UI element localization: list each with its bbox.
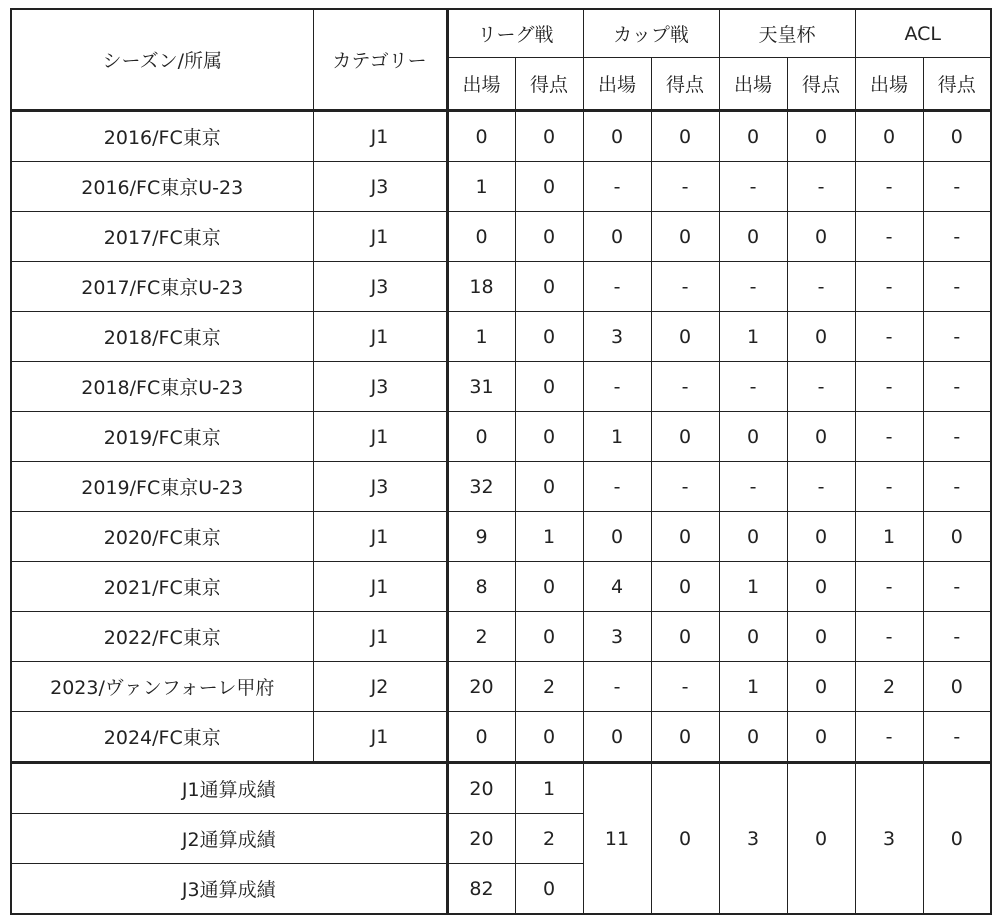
header-league: リーグ戦	[447, 9, 583, 58]
cup-apps-cell: -	[583, 662, 651, 712]
emperor-apps-cell: 0	[719, 212, 787, 262]
season-cell: 2018/FC東京	[11, 312, 313, 362]
total-acl-goals: 0	[923, 763, 991, 915]
acl-apps-cell: 0	[855, 111, 923, 162]
acl-goals-cell: -	[923, 412, 991, 462]
league-goals-cell: 0	[515, 462, 583, 512]
season-cell: 2017/FC東京	[11, 212, 313, 262]
category-cell: J3	[313, 462, 447, 512]
league-apps-cell: 0	[447, 111, 515, 162]
total-acl-apps: 3	[855, 763, 923, 915]
table-row	[11, 462, 991, 512]
league-goals-cell: 0	[515, 162, 583, 212]
emperor-goals-cell: 0	[787, 412, 855, 462]
table-row	[11, 412, 991, 462]
league-goals-cell: 0	[515, 111, 583, 162]
acl-goals-cell: -	[923, 362, 991, 412]
category-cell: J1	[313, 212, 447, 262]
header-emperor-apps: 出場	[719, 58, 787, 111]
header-cup-apps: 出場	[583, 58, 651, 111]
acl-apps-cell: -	[855, 412, 923, 462]
season-cell: 2017/FC東京U-23	[11, 262, 313, 312]
category-cell: J2	[313, 662, 447, 712]
total-goals-j2: 2	[515, 814, 583, 864]
header-season: シーズン/所属	[11, 9, 313, 111]
season-rows	[11, 111, 991, 763]
total-apps-j1: 20	[447, 763, 515, 814]
league-apps-cell: 2	[447, 612, 515, 662]
header-cup: カップ戦	[583, 9, 719, 58]
total-label-j2: J2通算成績	[11, 814, 447, 864]
category-cell: J1	[313, 312, 447, 362]
totals-rows	[11, 763, 991, 915]
season-cell: 2016/FC東京U-23	[11, 162, 313, 212]
emperor-goals-cell: 0	[787, 212, 855, 262]
league-apps-cell: 0	[447, 212, 515, 262]
table-row	[11, 212, 991, 262]
league-apps-cell: 20	[447, 662, 515, 712]
emperor-goals-cell: -	[787, 162, 855, 212]
league-goals-cell: 2	[515, 662, 583, 712]
cup-goals-cell: 0	[651, 111, 719, 162]
total-apps-j2: 20	[447, 814, 515, 864]
table-row	[11, 362, 991, 412]
total-goals-j3: 0	[515, 864, 583, 915]
cup-goals-cell: 0	[651, 712, 719, 763]
cup-apps-cell: -	[583, 462, 651, 512]
cup-apps-cell: -	[583, 362, 651, 412]
emperor-apps-cell: 1	[719, 662, 787, 712]
table-row	[11, 562, 991, 612]
league-goals-cell: 0	[515, 262, 583, 312]
emperor-goals-cell: -	[787, 362, 855, 412]
cup-goals-cell: -	[651, 162, 719, 212]
category-cell: J1	[313, 562, 447, 612]
cup-goals-cell: 0	[651, 212, 719, 262]
header-category: カテゴリー	[313, 9, 447, 111]
emperor-apps-cell: 0	[719, 111, 787, 162]
season-cell: 2021/FC東京	[11, 562, 313, 612]
cup-apps-cell: 3	[583, 312, 651, 362]
header-acl-apps: 出場	[855, 58, 923, 111]
cup-apps-cell: 0	[583, 212, 651, 262]
acl-goals-cell: -	[923, 212, 991, 262]
league-goals-cell: 0	[515, 362, 583, 412]
category-cell: J3	[313, 162, 447, 212]
emperor-goals-cell: 0	[787, 662, 855, 712]
emperor-apps-cell: 0	[719, 612, 787, 662]
cup-apps-cell: -	[583, 262, 651, 312]
stats-table	[10, 8, 992, 915]
season-cell: 2019/FC東京	[11, 412, 313, 462]
league-goals-cell: 0	[515, 212, 583, 262]
total-goals-j1: 1	[515, 763, 583, 814]
emperor-apps-cell: 0	[719, 412, 787, 462]
emperor-goals-cell: 0	[787, 712, 855, 763]
acl-apps-cell: -	[855, 712, 923, 763]
season-cell: 2016/FC東京	[11, 111, 313, 162]
emperor-goals-cell: -	[787, 262, 855, 312]
cup-goals-cell: -	[651, 262, 719, 312]
emperor-goals-cell: -	[787, 462, 855, 512]
league-goals-cell: 1	[515, 512, 583, 562]
cup-goals-cell: 0	[651, 312, 719, 362]
acl-apps-cell: -	[855, 612, 923, 662]
emperor-apps-cell: 0	[719, 712, 787, 763]
acl-apps-cell: -	[855, 462, 923, 512]
acl-goals-cell: -	[923, 262, 991, 312]
cup-goals-cell: 0	[651, 512, 719, 562]
league-goals-cell: 0	[515, 312, 583, 362]
cup-goals-cell: -	[651, 462, 719, 512]
total-cup-apps: 11	[583, 763, 651, 915]
emperor-apps-cell: -	[719, 162, 787, 212]
acl-apps-cell: -	[855, 162, 923, 212]
acl-apps-cell: -	[855, 312, 923, 362]
cup-apps-cell: 1	[583, 412, 651, 462]
league-apps-cell: 8	[447, 562, 515, 612]
category-cell: J1	[313, 512, 447, 562]
header-acl-goals: 得点	[923, 58, 991, 111]
acl-apps-cell: 1	[855, 512, 923, 562]
cup-goals-cell: -	[651, 662, 719, 712]
acl-goals-cell: 0	[923, 512, 991, 562]
acl-apps-cell: 2	[855, 662, 923, 712]
emperor-apps-cell: 1	[719, 312, 787, 362]
season-cell: 2022/FC東京	[11, 612, 313, 662]
cup-apps-cell: 0	[583, 712, 651, 763]
category-cell: J1	[313, 712, 447, 763]
acl-goals-cell: -	[923, 562, 991, 612]
category-cell: J3	[313, 362, 447, 412]
header-acl: ACL	[855, 9, 991, 58]
emperor-goals-cell: 0	[787, 562, 855, 612]
cup-goals-cell: -	[651, 362, 719, 412]
table-row	[11, 662, 991, 712]
table-row	[11, 712, 991, 763]
emperor-goals-cell: 0	[787, 111, 855, 162]
acl-goals-cell: -	[923, 312, 991, 362]
league-apps-cell: 9	[447, 512, 515, 562]
league-goals-cell: 0	[515, 612, 583, 662]
category-cell: J1	[313, 111, 447, 162]
cup-apps-cell: -	[583, 162, 651, 212]
cup-apps-cell: 3	[583, 612, 651, 662]
table-header	[11, 9, 991, 111]
season-cell: 2024/FC東京	[11, 712, 313, 763]
category-cell: J1	[313, 612, 447, 662]
league-goals-cell: 0	[515, 712, 583, 763]
acl-goals-cell: -	[923, 612, 991, 662]
category-cell: J1	[313, 412, 447, 462]
cup-goals-cell: 0	[651, 412, 719, 462]
acl-goals-cell: -	[923, 162, 991, 212]
league-apps-cell: 32	[447, 462, 515, 512]
acl-goals-cell: 0	[923, 662, 991, 712]
season-cell: 2019/FC東京U-23	[11, 462, 313, 512]
emperor-apps-cell: -	[719, 262, 787, 312]
league-goals-cell: 0	[515, 412, 583, 462]
category-cell: J3	[313, 262, 447, 312]
header-league-goals: 得点	[515, 58, 583, 111]
cup-goals-cell: 0	[651, 562, 719, 612]
season-cell: 2023/ヴァンフォーレ甲府	[11, 662, 313, 712]
total-cup-goals: 0	[651, 763, 719, 915]
header-league-apps: 出場	[447, 58, 515, 111]
emperor-goals-cell: 0	[787, 612, 855, 662]
league-apps-cell: 0	[447, 412, 515, 462]
acl-apps-cell: -	[855, 362, 923, 412]
league-apps-cell: 31	[447, 362, 515, 412]
table-row	[11, 262, 991, 312]
acl-goals-cell: -	[923, 462, 991, 512]
cup-apps-cell: 0	[583, 111, 651, 162]
table-row	[11, 312, 991, 362]
league-apps-cell: 1	[447, 312, 515, 362]
table-row	[11, 111, 991, 162]
total-label-j3: J3通算成績	[11, 864, 447, 915]
acl-apps-cell: -	[855, 212, 923, 262]
header-emperor-goals: 得点	[787, 58, 855, 111]
header-emperor-cup: 天皇杯	[719, 9, 855, 58]
cup-goals-cell: 0	[651, 612, 719, 662]
league-apps-cell: 0	[447, 712, 515, 763]
league-goals-cell: 0	[515, 562, 583, 612]
table-row	[11, 612, 991, 662]
acl-apps-cell: -	[855, 262, 923, 312]
emperor-goals-cell: 0	[787, 312, 855, 362]
season-cell: 2020/FC東京	[11, 512, 313, 562]
league-apps-cell: 18	[447, 262, 515, 312]
emperor-apps-cell: 1	[719, 562, 787, 612]
total-emperor-apps: 3	[719, 763, 787, 915]
table-row	[11, 162, 991, 212]
total-label-j1: J1通算成績	[11, 763, 447, 814]
acl-goals-cell: 0	[923, 111, 991, 162]
total-emperor-goals: 0	[787, 763, 855, 915]
cup-apps-cell: 0	[583, 512, 651, 562]
acl-goals-cell: -	[923, 712, 991, 763]
total-apps-j3: 82	[447, 864, 515, 915]
emperor-apps-cell: -	[719, 462, 787, 512]
header-cup-goals: 得点	[651, 58, 719, 111]
season-cell: 2018/FC東京U-23	[11, 362, 313, 412]
league-apps-cell: 1	[447, 162, 515, 212]
emperor-apps-cell: 0	[719, 512, 787, 562]
acl-apps-cell: -	[855, 562, 923, 612]
cup-apps-cell: 4	[583, 562, 651, 612]
table-row	[11, 512, 991, 562]
emperor-apps-cell: -	[719, 362, 787, 412]
emperor-goals-cell: 0	[787, 512, 855, 562]
